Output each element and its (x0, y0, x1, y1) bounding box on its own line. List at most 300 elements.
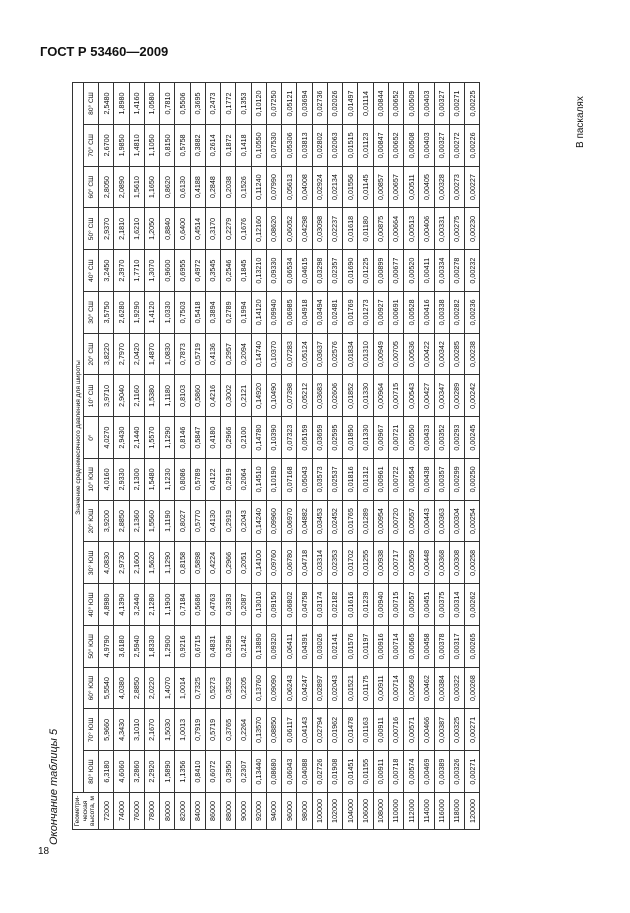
pressure-cell: 0,5758 (175, 125, 190, 167)
pressure-cell: 0,06534 (282, 250, 297, 292)
pressure-cell: 0,03637 (312, 333, 327, 375)
pressure-cell: 0,00328 (434, 166, 449, 208)
pressure-cell: 0,00964 (373, 375, 388, 417)
pressure-cell: 0,8103 (175, 375, 190, 417)
pressure-cell: 0,00278 (449, 250, 464, 292)
column-header: 30° ЮШ (84, 542, 99, 584)
pressure-cell: 0,5273 (205, 667, 220, 709)
pressure-cell: 0,00462 (419, 667, 434, 709)
pressure-cell: 0,02043 (327, 667, 342, 709)
altitude-cell: 98000 (297, 793, 312, 830)
pressure-cell: 0,5719 (190, 333, 205, 375)
pressure-cell: 2,6700 (99, 125, 114, 167)
pressure-cell: 0,4180 (205, 417, 220, 459)
pressure-cell: 0,10370 (266, 333, 281, 375)
pressure-cell: 1,3070 (144, 250, 159, 292)
pressure-cell: 0,2957 (221, 333, 236, 375)
pressure-cell: 4,3430 (114, 709, 129, 751)
pressure-cell: 0,14510 (251, 459, 266, 501)
pressure-cell: 4,6060 (114, 751, 129, 793)
pressure-cell: 0,01765 (343, 500, 358, 542)
pressure-cell: 0,07398 (282, 375, 297, 417)
pressure-cell: 2,3970 (114, 250, 129, 292)
pressure-cell: 0,00513 (404, 208, 419, 250)
pressure-cell: 0,00245 (465, 417, 480, 459)
column-header: 40° ЮШ (84, 584, 99, 626)
pressure-cell: 0,13570 (251, 709, 266, 751)
altitude-cell: 78000 (144, 793, 159, 830)
pressure-cell: 0,06052 (282, 208, 297, 250)
pressure-cell: 0,01962 (327, 709, 342, 751)
pressure-cell: 0,00282 (449, 292, 464, 334)
pressure-cell: 0,04298 (297, 208, 312, 250)
pressure-cell: 0,5506 (175, 83, 190, 125)
pressure-cell: 0,00718 (388, 751, 403, 793)
pressure-cell: 2,1360 (129, 500, 144, 542)
pressure-cell: 0,5719 (205, 709, 220, 751)
pressure-cell: 0,00368 (434, 542, 449, 584)
pressure-cell: 0,01850 (343, 417, 358, 459)
altitude-cell: 102000 (327, 793, 342, 830)
pressure-cell: 0,01816 (343, 459, 358, 501)
pressure-cell: 0,04143 (297, 709, 312, 751)
pressure-cell: 0,00226 (465, 125, 480, 167)
pressure-cell: 4,1390 (114, 584, 129, 626)
altitude-cell: 120000 (465, 793, 480, 830)
pressure-cell: 2,8850 (114, 500, 129, 542)
pressure-cell: 0,05159 (297, 417, 312, 459)
pressure-cell: 0,00458 (419, 626, 434, 668)
pressure-cell: 0,5418 (190, 292, 205, 334)
pressure-cell: 0,00466 (419, 709, 434, 751)
pressure-cell: 0,00657 (388, 166, 403, 208)
pressure-cell: 0,05306 (282, 125, 297, 167)
pressure-cell: 0,00352 (434, 417, 449, 459)
altitude-cell: 100000 (312, 793, 327, 830)
pressure-cell: 0,00293 (449, 417, 464, 459)
pressure-cell: 0,3545 (205, 250, 220, 292)
pressure-cell: 0,01273 (358, 292, 373, 334)
table-row (251, 83, 266, 830)
pressure-cell: 0,2142 (236, 626, 251, 668)
geo-height-header: Геометри-ческая высота, м (73, 793, 99, 830)
pressure-cell: 0,03026 (312, 626, 327, 668)
pressure-cell: 4,9790 (99, 626, 114, 668)
pressure-cell: 3,1010 (129, 709, 144, 751)
pressure-cell: 0,00691 (388, 292, 403, 334)
pressure-cell: 0,00508 (404, 125, 419, 167)
pressure-cell: 0,00334 (434, 250, 449, 292)
pressure-cell: 0,00911 (373, 751, 388, 793)
table-row (144, 83, 159, 830)
pressure-cell: 0,00557 (404, 584, 419, 626)
pressure-cell: 0,14240 (251, 500, 266, 542)
pressure-cell: 0,06780 (282, 542, 297, 584)
pressure-cell: 0,03298 (312, 250, 327, 292)
pressure-cell: 0,00911 (373, 667, 388, 709)
pressure-cell: 0,00705 (388, 333, 403, 375)
column-header: 50° СШ (84, 208, 99, 250)
pressure-cell: 0,1872 (221, 125, 236, 167)
table-row (449, 83, 464, 830)
pressure-cell: 0,7810 (160, 83, 175, 125)
column-header: 0° (84, 417, 99, 459)
pressure-cell: 2,9430 (114, 417, 129, 459)
pressure-cell: 1,9290 (129, 292, 144, 334)
pressure-cell: 0,5770 (190, 500, 205, 542)
pressure-cell: 0,00422 (419, 333, 434, 375)
pressure-cell: 0,2038 (221, 166, 236, 208)
pressure-cell: 3,5750 (99, 292, 114, 334)
pressure-cell: 0,00857 (373, 166, 388, 208)
column-header: 80° ЮШ (84, 751, 99, 793)
pressure-cell: 0,00342 (434, 333, 449, 375)
pressure-cell: 0,01310 (358, 333, 373, 375)
pressure-cell: 0,00289 (449, 375, 464, 417)
table-row (114, 83, 129, 830)
pressure-cell: 0,08850 (266, 709, 281, 751)
pressure-cell: 0,01521 (343, 667, 358, 709)
pressure-cell: 0,14740 (251, 333, 266, 375)
pressure-cell: 0,06802 (282, 584, 297, 626)
pressure-cell: 0,01145 (358, 166, 373, 208)
pressure-cell: 1,9850 (114, 125, 129, 167)
pressure-cell: 0,2848 (205, 166, 220, 208)
pressure-cell: 0,7919 (190, 709, 205, 751)
pressure-cell: 0,3695 (190, 83, 205, 125)
altitude-cell: 88000 (221, 793, 236, 830)
pressure-cell: 0,00387 (434, 709, 449, 751)
pressure-cell: 0,2546 (221, 250, 236, 292)
pressure-cell: 0,02134 (327, 166, 342, 208)
pressure-cell: 1,1900 (160, 584, 175, 626)
pressure-cell: 0,00511 (404, 166, 419, 208)
pressure-cell: 0,00509 (404, 83, 419, 125)
pressure-cell: 0,4130 (205, 500, 220, 542)
pressure-cell: 0,01225 (358, 250, 373, 292)
table-row (205, 83, 220, 830)
pressure-table (72, 82, 480, 830)
pressure-cell: 0,02726 (312, 751, 327, 793)
table-row (327, 83, 342, 830)
pressure-cell: 1,5570 (144, 417, 159, 459)
pressure-cell: 0,13890 (251, 626, 266, 668)
column-header: 10° СШ (84, 375, 99, 417)
pressure-cell: 0,02026 (327, 83, 342, 125)
altitude-cell: 80000 (160, 793, 175, 830)
pressure-cell: 1,0330 (160, 292, 175, 334)
pressure-cell: 0,02357 (327, 250, 342, 292)
pressure-cell: 0,00938 (373, 542, 388, 584)
pressure-cell: 0,00569 (404, 667, 419, 709)
column-header: 10° ЮШ (84, 459, 99, 501)
pressure-cell: 0,08620 (266, 208, 281, 250)
pressure-cell: 0,00326 (449, 751, 464, 793)
pressure-cell: 0,06970 (282, 500, 297, 542)
pressure-cell: 1,5610 (129, 166, 144, 208)
pressure-cell: 0,00227 (465, 166, 480, 208)
pressure-cell: 0,01163 (358, 709, 373, 751)
pressure-cell: 0,5860 (190, 375, 205, 417)
pressure-cell: 0,8146 (175, 417, 190, 459)
pressure-cell: 0,2264 (236, 709, 251, 751)
table-row (358, 83, 373, 830)
pressure-cell: 6,3180 (99, 751, 114, 793)
pressure-cell: 0,03174 (312, 584, 327, 626)
pressure-cell: 2,7970 (114, 333, 129, 375)
table-row (129, 83, 144, 830)
pressure-cell: 0,01312 (358, 459, 373, 501)
pressure-cell: 2,0420 (129, 333, 144, 375)
pressure-cell: 0,00238 (465, 333, 480, 375)
page-number: 18 (38, 846, 50, 857)
pressure-cell: 0,00327 (434, 83, 449, 125)
pressure-cell: 0,2966 (221, 417, 236, 459)
pressure-cell: 0,00275 (449, 208, 464, 250)
pressure-cell: 0,02576 (327, 333, 342, 375)
pressure-cell: 0,02237 (327, 208, 342, 250)
pressure-cell: 1,1356 (175, 751, 190, 793)
table-row (221, 83, 236, 830)
table-row (434, 83, 449, 830)
pressure-cell: 0,01834 (343, 333, 358, 375)
pressure-cell: 2,1300 (129, 459, 144, 501)
pressure-cell: 1,5030 (160, 709, 175, 751)
altitude-cell: 72000 (99, 793, 114, 830)
table-row (266, 83, 281, 830)
pressure-cell: 0,00254 (465, 500, 480, 542)
pressure-cell: 0,00927 (373, 292, 388, 334)
pressure-cell: 0,2307 (236, 751, 251, 793)
pressure-cell: 0,10550 (251, 125, 266, 167)
table-caption: Окончание таблицы 5 (48, 728, 60, 845)
pressure-cell: 0,01239 (358, 584, 373, 626)
pressure-cell: 1,0830 (160, 333, 175, 375)
pressure-cell: 0,00258 (465, 542, 480, 584)
pressure-cell: 0,03813 (297, 125, 312, 167)
table-row (465, 83, 480, 830)
altitude-cell: 114000 (419, 793, 434, 830)
pressure-cell: 1,7710 (129, 250, 144, 292)
pressure-cell: 0,01123 (358, 125, 373, 167)
pressure-cell: 0,03098 (312, 208, 327, 250)
pressure-cell: 0,02452 (327, 500, 342, 542)
pressure-cell: 0,01114 (358, 83, 373, 125)
pressure-cell: 0,4122 (205, 459, 220, 501)
pressure-cell: 0,01451 (343, 751, 358, 793)
pressure-cell: 1,1650 (144, 166, 159, 208)
pressure-cell: 0,6955 (175, 250, 190, 292)
pressure-cell: 0,00427 (419, 375, 434, 417)
pressure-cell: 0,00520 (404, 250, 419, 292)
column-header: 40° СШ (84, 250, 99, 292)
pressure-cell: 2,1280 (144, 584, 159, 626)
pressure-cell: 0,00565 (404, 626, 419, 668)
pressure-cell: 0,07168 (282, 459, 297, 501)
pressure-cell: 0,00652 (388, 125, 403, 167)
pressure-cell: 0,00271 (465, 709, 480, 751)
pressure-cell: 0,01289 (358, 500, 373, 542)
pressure-cell: 0,2614 (205, 125, 220, 167)
pressure-cell: 0,00338 (434, 292, 449, 334)
pressure-cell: 0,3765 (221, 709, 236, 751)
pressure-cell: 0,00322 (449, 667, 464, 709)
pressure-cell: 0,13210 (251, 250, 266, 292)
pressure-cell: 0,6072 (205, 751, 220, 793)
pressure-cell: 2,1810 (114, 208, 129, 250)
table-body (99, 83, 480, 830)
pressure-cell: 1,5380 (144, 375, 159, 417)
pressure-cell: 0,00375 (434, 584, 449, 626)
pressure-cell: 0,00554 (404, 459, 419, 501)
column-header-row (84, 83, 99, 830)
pressure-cell: 0,00967 (373, 417, 388, 459)
pressure-cell: 5,5540 (99, 667, 114, 709)
altitude-cell: 112000 (404, 793, 419, 830)
pressure-cell: 0,4216 (205, 375, 220, 417)
pressure-cell: 0,00384 (434, 667, 449, 709)
pressure-cell: 0,2279 (221, 208, 236, 250)
pressure-cell: 3,8220 (99, 333, 114, 375)
pressure-cell: 3,6180 (114, 626, 129, 668)
pressure-cell: 0,00327 (434, 125, 449, 167)
pressure-cell: 2,9730 (114, 542, 129, 584)
pressure-cell: 0,02606 (327, 375, 342, 417)
pressure-cell: 0,14780 (251, 417, 266, 459)
pressure-cell: 0,1418 (236, 125, 251, 167)
pressure-cell: 0,14120 (251, 292, 266, 334)
pressure-cell: 0,01702 (343, 542, 358, 584)
pressure-cell: 0,07283 (282, 333, 297, 375)
pressure-cell: 4,0270 (99, 417, 114, 459)
pressure-cell: 0,10190 (266, 459, 281, 501)
pressure-cell: 0,00225 (465, 83, 480, 125)
pressure-cell: 2,9370 (99, 208, 114, 250)
pressure-cell: 2,5480 (99, 83, 114, 125)
pressure-cell: 0,9600 (160, 250, 175, 292)
pressure-cell: 0,1994 (236, 292, 251, 334)
pressure-cell: 0,7325 (190, 667, 205, 709)
pressure-cell: 0,00715 (388, 375, 403, 417)
pressure-cell: 0,01690 (343, 250, 358, 292)
pressure-cell: 0,07990 (266, 166, 281, 208)
pressure-cell: 0,1772 (221, 83, 236, 125)
pressure-cell: 0,00299 (449, 459, 464, 501)
pressure-cell: 0,00717 (388, 542, 403, 584)
document-title: ГОСТ Р 53460—2009 (40, 44, 169, 59)
pressure-cell: 1,4810 (129, 125, 144, 167)
pressure-cell: 2,0220 (144, 667, 159, 709)
units-note: В паскалях (575, 96, 586, 148)
pressure-cell: 0,00331 (434, 208, 449, 250)
column-header: 80° СШ (84, 83, 99, 125)
pressure-cell: 0,06243 (282, 667, 297, 709)
pressure-cell: 0,4224 (205, 542, 220, 584)
pressure-cell: 0,07323 (282, 417, 297, 459)
pressure-cell: 0,00949 (373, 333, 388, 375)
pressure-cell: 1,4070 (160, 667, 175, 709)
pressure-cell: 3,9200 (99, 500, 114, 542)
pressure-cell: 0,01852 (343, 375, 358, 417)
altitude-cell: 106000 (358, 793, 373, 830)
pressure-cell: 2,1600 (129, 542, 144, 584)
pressure-cell: 0,02802 (312, 125, 327, 167)
pressure-cell: 0,00664 (388, 208, 403, 250)
pressure-cell: 0,00403 (419, 125, 434, 167)
pressure-cell: 0,00308 (449, 542, 464, 584)
pressure-cell: 0,2064 (236, 459, 251, 501)
pressure-cell: 0,8840 (160, 208, 175, 250)
pressure-cell: 0,2094 (236, 333, 251, 375)
pressure-cell: 0,3002 (221, 375, 236, 417)
pressure-table-container (72, 82, 567, 830)
pressure-cell: 0,2100 (236, 417, 251, 459)
pressure-cell: 0,01618 (343, 208, 358, 250)
altitude-cell: 86000 (205, 793, 220, 830)
pressure-cell: 2,9330 (114, 459, 129, 501)
pressure-cell: 0,00722 (388, 459, 403, 501)
pressure-cell: 0,00304 (449, 500, 464, 542)
pressure-cell: 0,4188 (190, 166, 205, 208)
pressure-cell: 0,00265 (465, 626, 480, 668)
pressure-cell: 1,2900 (160, 626, 175, 668)
pressure-cell: 0,00285 (449, 333, 464, 375)
pressure-cell: 0,00714 (388, 626, 403, 668)
column-header: 60° СШ (84, 166, 99, 208)
pressure-cell: 3,2440 (129, 584, 144, 626)
pressure-cell: 0,00721 (388, 417, 403, 459)
pressure-cell: 0,3170 (205, 208, 220, 250)
pressure-cell: 1,4870 (144, 333, 159, 375)
pressure-cell: 0,00536 (404, 333, 419, 375)
pressure-cell: 0,3296 (221, 626, 236, 668)
pressure-cell: 0,00405 (419, 166, 434, 208)
pressure-cell: 0,00559 (404, 542, 419, 584)
pressure-cell: 0,00451 (419, 584, 434, 626)
pressure-cell: 4,0830 (99, 542, 114, 584)
pressure-cell: 0,4763 (205, 584, 220, 626)
pressure-cell: 0,14100 (251, 542, 266, 584)
pressure-cell: 0,09940 (266, 292, 281, 334)
pressure-cell: 0,00403 (419, 83, 434, 125)
pressure-cell: 1,0014 (175, 667, 190, 709)
pressure-cell: 0,00347 (434, 375, 449, 417)
pressure-cell: 0,00911 (373, 709, 388, 751)
pressure-cell: 0,00714 (388, 667, 403, 709)
pressure-cell: 0,09330 (266, 250, 281, 292)
pressure-cell: 0,2919 (221, 459, 236, 501)
altitude-cell: 76000 (129, 793, 144, 830)
pressure-cell: 0,00262 (465, 584, 480, 626)
pressure-cell: 2,1440 (129, 417, 144, 459)
pressure-cell: 0,01180 (358, 208, 373, 250)
column-header: 20° СШ (84, 333, 99, 375)
column-header: 50° ЮШ (84, 626, 99, 668)
pressure-cell: 0,5686 (190, 584, 205, 626)
pressure-cell: 0,00557 (404, 500, 419, 542)
pressure-cell: 0,8158 (175, 542, 190, 584)
pressure-cell: 0,00242 (465, 375, 480, 417)
pressure-cell: 1,5480 (144, 459, 159, 501)
pressure-cell: 0,04247 (297, 667, 312, 709)
altitude-cell: 96000 (282, 793, 297, 830)
pressure-cell: 0,4972 (190, 250, 205, 292)
pressure-cell: 1,1190 (160, 500, 175, 542)
pressure-cell: 0,1845 (236, 250, 251, 292)
pressure-cell: 0,00416 (419, 292, 434, 334)
pressure-cell: 0,01576 (343, 626, 358, 668)
pressure-cell: 0,14920 (251, 375, 266, 417)
